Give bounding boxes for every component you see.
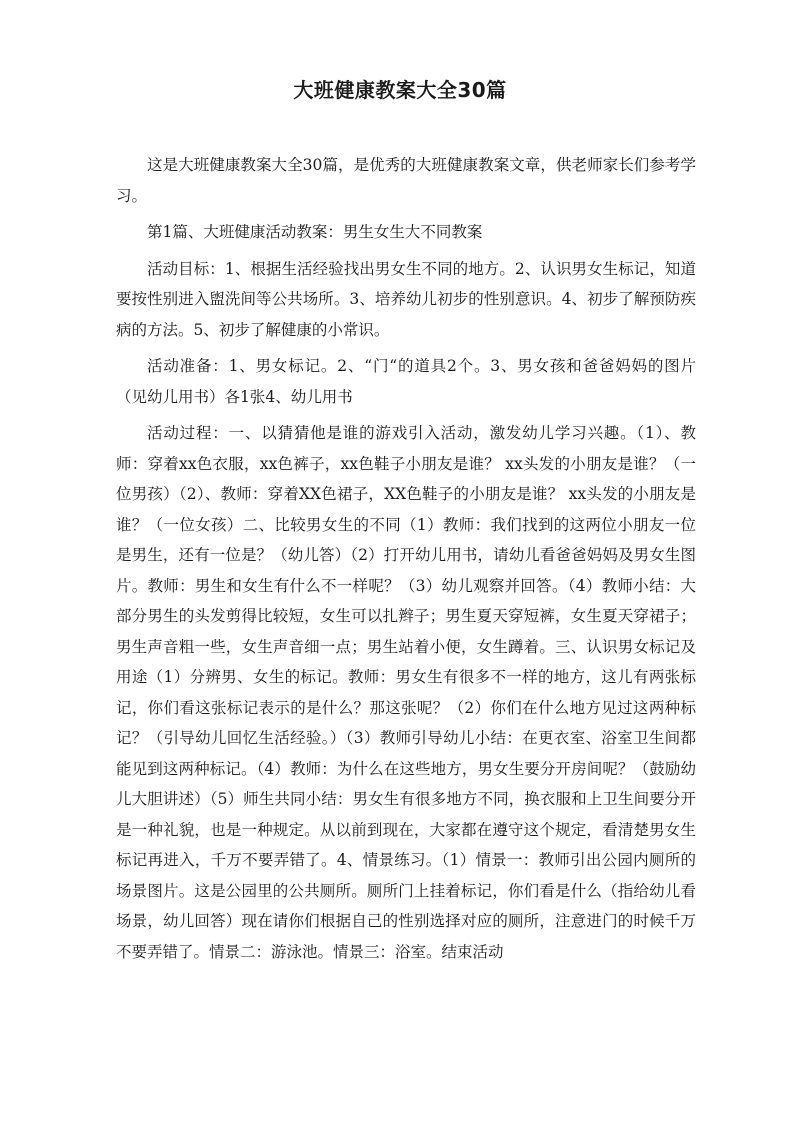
activity-goals-paragraph: 活动目标：1、根据生活经验找出男女生不同的地方。2、认识男女生标记，知道要按性别进入盥洗间等公共场所。3、培养幼儿初步的性别意识。4、初步了解预防疾病的方法。5、初步了解健康的小常识。 (116, 259, 696, 339)
activity-preparation-paragraph: 活动准备：1、男女标记。2、“门“的道具2个。3、男女孩和爸爸妈妈的图片（见幼儿用书）各1张4、幼儿用书 (116, 357, 696, 406)
section-heading: 第1篇、大班健康活动教案：男生女生大不同教案 (147, 223, 483, 241)
document-body (116, 150, 696, 973)
document-title: 大班健康教案大全30篇 (293, 78, 507, 102)
intro-paragraph: 这是大班健康教案大全30篇，是优秀的大班健康教案文章，供老师家长们参考学习。 (116, 156, 696, 205)
activity-process-paragraph: 活动过程：一、以猜猜他是谁的游戏引入活动，激发幼儿学习兴趣。（1）、教师：穿着xx色衣服，xx色裤子，xx色鞋子小朋友是谁？ xx头发的小朋友是谁？（一位男孩）（2）、教师：穿着XX色裙子，XX色鞋子的小朋友是谁？ xx头发的小朋友是谁？（一位女孩）二、比较男女生的不同（1）教师：我们找到的这两位小朋友一位是男生，还有一位是？（幼儿答）（2）打开幼儿用书，请幼儿看爸爸妈妈及男女生图片。教师：男生和女生有什么不一样呢？（3）幼儿观察并回答。（4）教师小结：大部分男生的头发剪得比较短，女生可以扎辫子；男生夏天穿短裤，女生夏天穿裙子；男生声音粗一些，女生声音细一点；男生站着小便，女生蹲着。三、认识男女标记及用途（1）分辨男、女生的标记。教师：男女生有很多不一样的地方，这儿有两张标记，你们看这张标记表示的是什么？那这张呢？（2）你们在什么地方见过这两种标记？（引导幼儿回忆生活经验。）（3）教师引导幼儿小结：在更衣室、浴室卫生间都能见到这两种标记。（4）教师：为什么在这些地方，男女生要分开房间呢？（鼓励幼儿大胆讲述）（5）师生共同小结：男女生有很多地方不同，换衣服和上卫生间要分开是一种礼貌，也是一种规定。从以前到现在，大家都在遵守这个规定，看清楚男女生标记再进入，千万不要弄错了。4、情景练习。（1）情景一：教师引出公园内厕所的场景图片。这是公园里的公共厕所。厕所门上挂着标记，你们看是什么（指给幼儿看场景，幼儿回答）现在请你们根据自己的性别选择对应的厕所，注意进门的时候千万不要弄错了。情景二：游泳池。情景三：浴室。结束活动 (116, 424, 696, 961)
